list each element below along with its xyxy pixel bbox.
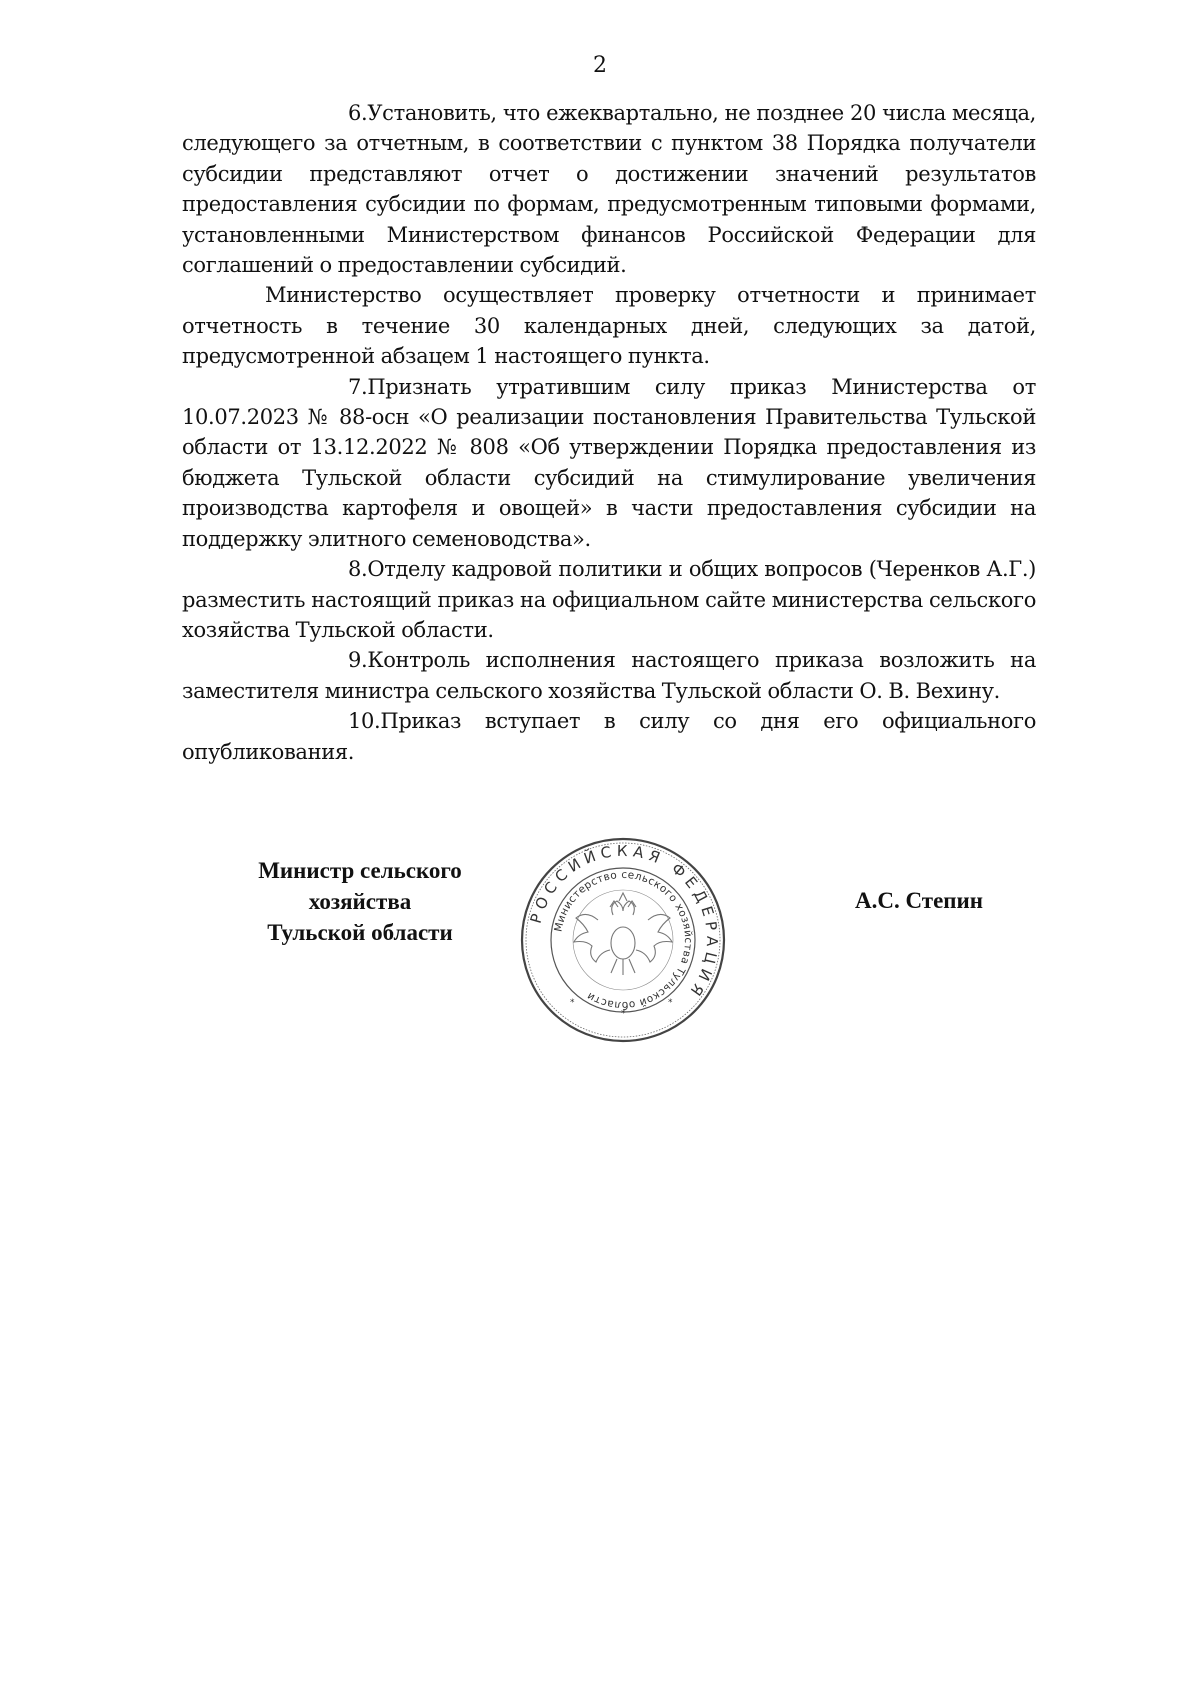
official-seal: [518, 835, 728, 1045]
eagle-emblem-icon: [574, 893, 672, 975]
paragraph-7: [182, 372, 1036, 554]
signature-title-line: Министр сельского: [258, 858, 462, 883]
paragraph-6: [182, 98, 1036, 280]
seal-inner-text: Министерство сельского хозяйства Тульской области: [552, 868, 695, 1012]
seal-star-icon: *: [570, 998, 575, 1008]
paragraph-number: 6.: [348, 101, 368, 125]
paragraph-number: 7.: [348, 374, 368, 399]
paragraph-text: Министерство осуществляет проверку отчетности и принимает отчетность в течение 30 календарных дней, следующих за датой, предусмотренной абзацем 1 настоящего пункта.: [182, 283, 1036, 369]
paragraph-10: [182, 706, 1036, 767]
page-number: 2: [593, 53, 607, 78]
seal-outer-text: РОССИЙСКАЯ ФЕДЕРАЦИЯ: [526, 841, 722, 1004]
seal-star-icon: *: [668, 998, 673, 1008]
paragraph-number: 8.: [348, 557, 368, 582]
paragraph-text: Признать утратившим силу приказ Министерства от 10.07.2023 № 88-осн «О реализации постановления Правительства Тульской области от 13.12.2022 № 808 «Об утверждении Порядка предоставления из бюджета Тульской области субсидий на стимулирование увеличения производства картофеля и овощей» в части предоставления субсидии на поддержку элитного семеноводства».: [182, 374, 1036, 551]
paragraph-6-continuation: [182, 280, 1036, 371]
signer-name: А.С. Степин: [855, 888, 984, 913]
signature-title: [210, 855, 510, 948]
signature-title-line: Тульской области: [267, 920, 453, 945]
paragraph-number: 9.: [348, 648, 368, 673]
paragraph-number: 10.: [348, 709, 381, 734]
paragraph-text: Отделу кадровой политики и общих вопросов (Черенков А.Г.) разместить настоящий приказ на официальном сайте министерства сельского хозяйства Тульской области.: [182, 557, 1036, 642]
document-body: [182, 98, 1036, 767]
signature-title-line: хозяйства: [308, 889, 412, 914]
paragraph-9: [182, 645, 1036, 706]
paragraph-text: Контроль исполнения настоящего приказа возложить на заместителя министра сельского хозяйства Тульской области О. В. Вехину.: [182, 648, 1036, 703]
paragraph-text: Установить, что ежеквартально, не позднее 20 числа месяца, следующего за отчетным, в соответствии с пунктом 38 Порядка получатели субсидии представляют отчет о достижении значений результатов предоставления субсидии по формам, предусмотренным типовыми формами, установленными Министерством финансов Российской Федерации для соглашений о предоставлении субсидий.: [182, 101, 1036, 278]
paragraph-text: Приказ вступает в силу со дня его официального опубликования.: [182, 709, 1036, 764]
paragraph-8: [182, 554, 1036, 645]
seal-star-icon: *: [621, 1009, 626, 1019]
